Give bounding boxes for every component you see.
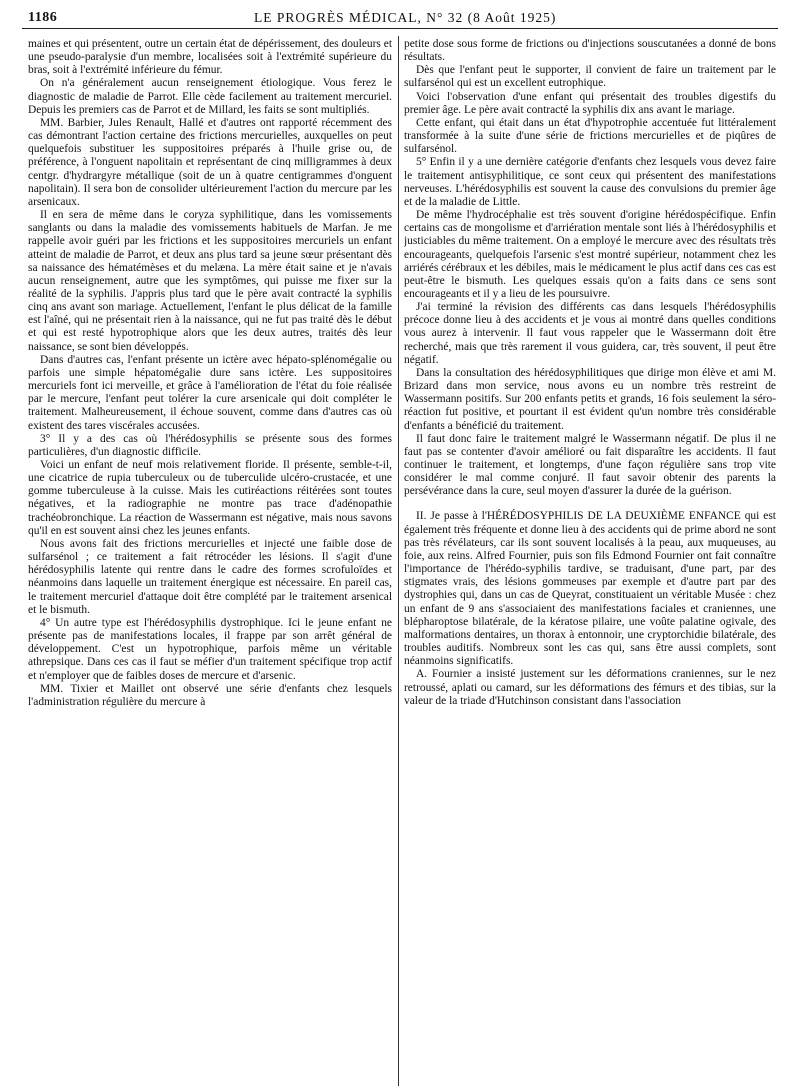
- section-paragraph: II. Je passe à l'HÉRÉDOSYPHILIS DE LA DEUXIÈME ENFANCE qui est également très fréquente et donne lieu à des accidents qui de prime abord ne sont pas très révélateurs, car ils sont souvent localisés à la peau, aux muqueuses, au foie, aux reins. Alfred Fournier, puis son fils Edmond Fournier ont fait connaître l'importance de l'hérédo-syphilis tardive, se traduisant, d'une part, par des stigmates vrais, des lésions gommeuses par exemple et d'autre part par des dystrophies qui, dans un cas de Queyrat, constituaient un véritable Musée : chez un enfant de 9 ans s'associaient des manifestations faciales et craniennes, une blépharoptose bilatérale, de la kératose pilaire, une voûte palatine ogivale, des malformations dentaires, un thorax à entonnoir, une cryptorchidie bilatérale, des troubles auditifs. Nombreux sont les cas qui, sans être aussi complets, sont néanmoins significatifs.: [404, 510, 776, 668]
- paragraph: maines et qui présentent, outre un certain état de dépérissement, des douleurs et une pseudo-paralysie d'un membre, localisées soit à l'extrémité supérieure du bras, soit à l'extrémité inférieure du fémur.: [28, 38, 392, 77]
- running-title: LE PROGRÈS MÉDICAL, N° 32 (8 Août 1925): [254, 10, 557, 25]
- paragraph: Voici l'observation d'une enfant qui présentait des troubles digestifs du premier âge. Le père avait contracté la syphilis dix ans avant le mariage.: [404, 90, 776, 116]
- left-column: [28, 38, 392, 1088]
- paragraph: Dans d'autres cas, l'enfant présente un ictère avec hépato-splénomégalie ou parfois une simple hépatomégalie dure sans ictère. Les suppositoires mercuriels font ici merveille, et grâce à l'amélioration de l'état du foie réalisée par le mercure, l'enfant peut tolérer la cure arsenicale qui doit compléter le traitement. Malheureusement, il échoue souvent, comme dans d'autres cas où existent des tares viscérales accusées.: [28, 353, 392, 432]
- paragraph: A. Fournier a insisté justement sur les déformations craniennes, sur le nez retroussé, aplati ou camard, sur les déformations des fémurs et des tibias, sur la valeur de la triade d'Hutchinson consistant dans l'association: [404, 668, 776, 707]
- paragraph: 5° Enfin il y a une dernière catégorie d'enfants chez lesquels vous devez faire le traitement antisyphilitique, ce sont ceux qui présentent des manifestations nerveuses. L'hérédosyphilis est souvent la cause des convulsions du premier âge et de la maladie de Little.: [404, 156, 776, 208]
- paragraph: De même l'hydrocéphalie est très souvent d'origine hérédospécifique. Enfin certains cas de mongolisme et d'arriération mentale sont liés à l'hérédosyphilis et justiciables du même traitement. On a employé le mercure avec des résultats très encourageants, quelquefois l'arsenic s'est montré supérieur, notamment chez les arriérés cérébraux et les débiles, mais le médicament le plus actif dans ces cas est peut-être le bismuth. Les quelques essais qu'on a faits dans ce sens sont encourageants et il y a lieu de les poursuivre.: [404, 209, 776, 300]
- page-number: 1186: [28, 10, 58, 25]
- paragraph: 3° Il y a des cas où l'hérédosyphilis se présente sous des formes particulières, d'un diagnostic difficile.: [28, 432, 392, 458]
- paragraph: J'ai terminé la révision des différents cas dans lesquels l'hérédosyphilis précoce donne lieu à des accidents et je vous ai montré dans quelles conditions vous aurez à intervenir. Il faut vous rappeler que le Wassermann doit être recherché, mais que très rarement il vous guidera, car, très souvent, il peut être négatif.: [404, 301, 776, 366]
- right-column: [404, 38, 776, 1088]
- paragraph: MM. Tixier et Maillet ont observé une série d'enfants chez lesquels l'administration régulière du mercure à: [28, 682, 392, 708]
- paragraph: MM. Barbier, Jules Renault, Hallé et d'autres ont rapporté récemment des cas démontrant l'action certaine des frictions mercurielles, auxquelles on peut quelquefois substituer les suppositoires préparés à l'huile grise ou, de préférence, à l'onguent napolitain et représentant de cinq milligrammes à deux centgr. d'hydrargyre métallique (soit de un à quatre centigrammes d'onguent napolitain). Il sera bon de consolider ultérieurement l'action du mercure par les arsenicaux.: [28, 116, 392, 208]
- header-rule: [22, 28, 778, 29]
- column-divider: [398, 36, 399, 1086]
- page-header: [28, 6, 780, 30]
- paragraph: 4° Un autre type est l'hérédosyphilis dystrophique. Ici le jeune enfant ne présente pas de manifestations locales, il frappe par son arrêt général de développement. C'est un hypotrophique, parfois même un véritable athrepsique. Dans ces cas il faut se méfier d'un traitement spécifique trop actif et n'employer que de faibles doses de mercure et d'arsenic.: [28, 616, 392, 682]
- paragraph: On n'a généralement aucun renseignement étiologique. Vous ferez le diagnostic de maladie de Parrot. Elle cède facilement au traitement mercuriel. Depuis les premiers cas de Parrot et de Millard, les faits se sont multipliés.: [28, 77, 392, 116]
- paragraph: petite dose sous forme de frictions ou d'injections souscutanées a donné de bons résultats.: [404, 38, 776, 64]
- paragraph: Voici un enfant de neuf mois relativement floride. Il présente, semble-t-il, une cicatrice de rupia tuberculeux ou de tuberculide ulcéro-crustacée, et une gomme tuberculeuse à la cuisse. Mais les cutiréactions réitérées sont toutes négatives, et la radiographie ne montre pas trace d'adénopathie trachéobronchique. La réaction de Wassermann est négative, mais nous savons qu'il en est souvent ainsi chez les jeunes enfants.: [28, 459, 392, 537]
- paragraph: Nous avons fait des frictions mercurielles et injecté une faible dose de sulfarsénol ; ce traitement a fait rétrocéder les lésions. Il s'agit d'une hérédosyphilis latente qui rentre dans le cadre des formes scrofuloïdes et néanmoins dans laquelle un traitement énergique est nécessaire. En pareil cas, le traitement mercuriel d'attaque doit être complété par le traitement arsenical et le bismuth.: [28, 537, 392, 616]
- paragraph: Il faut donc faire le traitement malgré le Wassermann négatif. De plus il ne faut pas se contenter d'avoir amélioré ou fait disparaître les accidents. Il faut continuer le traitement, et longtemps, d'une façon régulière sans trop vite considérer le mal comme conjuré. Il faut savoir obtenir des parents la persévérance dans la cure, seul moyen d'assurer la durée de la guérison.: [404, 432, 776, 498]
- paragraph: Dans la consultation des hérédosyphilitiques que dirige mon élève et ami M. Brizard dans mon service, nous avons eu un nombre très restreint de Wassermann positifs. Sur 200 enfants petits et grands, 16 fois seulement la séro-réaction fut positive, et pourtant il est évident qu'un nombre très considérable d'enfants a bénéficié du traitement.: [404, 366, 776, 432]
- paragraph: Dès que l'enfant peut le supporter, il convient de faire un traitement par le sulfarsénol qui est un excellent eutrophique.: [404, 64, 776, 90]
- paragraph: Cette enfant, qui était dans un état d'hypotrophie accentuée fut littéralement transformée à la suite d'une série de frictions mercurielles et de piqûres de sulfarsénol.: [404, 116, 776, 156]
- paragraph: Il en sera de même dans le coryza syphilitique, dans les vomissements sanglants ou dans la maladie des vomissements habituels de Marfan. Je me rappelle avoir guéri par les frictions et les suppositoires mercuriels un enfant atteint de maladie de Parrot, et deux ans plus tard sa jeune sœur présentant dès sa naissance des hématémèses et du melæna. La mère était saine et je n'avais aucun renseignement, autre que les symptômes, qui puisse me fixer sur la réalité de la syphilis. J'appris plus tard que le père avait contracté la syphilis cinq ans avant son mariage. Actuellement, l'enfant le plus délicat de la famille est l'aîné, qui ne présentait rien à la naissance, qui ne fut pas traité dès le début et qui est resté hypotrophique alors que les deux autres, traités dès leur naissance, se sont bien développés.: [28, 209, 392, 353]
